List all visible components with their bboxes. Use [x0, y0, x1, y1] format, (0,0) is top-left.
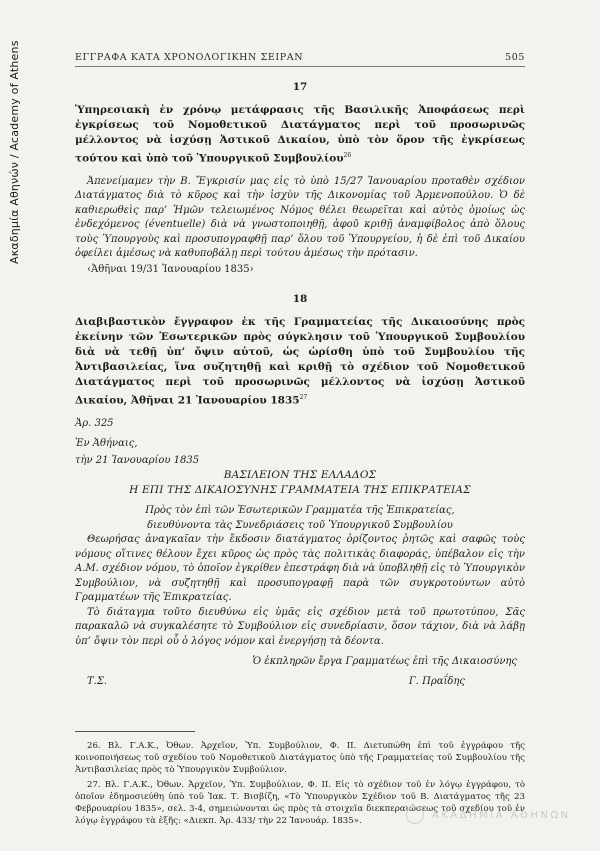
document-18-paragraph-1: Θεωρήσας ἀναγκαῖαν τὴν ἔκδοσιν διατάγματος ὁρίζοντος ῥητῶς καὶ σαφῶς τοὺς νόμους οἵτινες θέλουν ἔχει κῦρος ὡς πρὸς τὰς πολιτικὰς διαφοράς, ὑπέβαλον εἰς τὴν Α.Μ. σχέδιον νόμου, τὸ ὁποῖον ἐγκρίθεν ἐπεστράφη διὰ νὰ ὑποβληθῇ εἰς τὸ Ὑπουργικὸν Συμβούλιον, νὰ συζητηθῇ καὶ προσυπογραφῇ παρὰ τῶν συγκροτούντων αὐτὸ Γραμματέων τῆς Ἐπικρατείας.	[75, 534, 525, 603]
document-number-17: 17	[292, 81, 308, 93]
reference-number: Ἀρ. 325	[75, 417, 114, 429]
watermark-text: ΑΚΑΔΗΜΙΑ ΑΘΗΝΩΝ	[432, 809, 571, 821]
document-17-title-text: Ὑπηρεσιακὴ ἐν χρόνῳ μετάφρασις τῆς Βασιλικῆς Ἀποφάσεως περὶ ἐγκρίσεως τοῦ Νομοθετικοῦ Διατάγματος περὶ τοῦ προσωρινῶς μέλλοντος νὰ ἰσχύσῃ Ἀστικοῦ Δικαίου, ὑπὸ τὸν ὅρον τῆς ἐγκρίσεως τούτου καὶ ὑπὸ τοῦ Ὑπουργικοῦ Συμβουλίου	[75, 104, 525, 165]
addressee	[75, 504, 525, 533]
footnote-divider	[75, 731, 195, 732]
footnote-27: 27. Βλ. Γ.Α.Κ., Ὀθων. Ἀρχεῖον, Ὑπ. Συμβούλιον, Φ. ΙΙ. Εἰς τὸ σχέδιον τοῦ ἐν λόγῳ ἐγγράφου, τὸ ὁποῖον ἐδημοσιεύθη ὑπὸ τοῦ Ἰακ. Τ. Βισβίζη, «Τὸ Ὑπουργικὸν Σχέδιον τοῦ Β. Διατάγματος τῆς 23 Φεβρουαρίου 1835», σελ. 3-4, σημειώνονται ὡς πρὸς τὰ στοιχεῖα διεκπεραιώσεως τοῦ σχεδίου τοῦ ἐν λόγῳ ἐγγράφου τὰ ἑξῆς: «Διεκπ. Ἀρ. 433/ τὴν 22 Ἰανουάρ. 1835».	[75, 779, 525, 826]
document-17-title	[75, 103, 525, 167]
archive-side-label: Ακαδημία Αθηνών / Academy of Athens	[8, 40, 21, 264]
document-18-title	[75, 315, 525, 409]
place-line: Ἐν Ἀθήναις,	[75, 438, 138, 449]
addressee-line-2: διευθύνοντα τὰς Συνεδριάσεις τοῦ Ὑπουργικοῦ Συμβουλίου	[147, 519, 453, 531]
document-17-dateline: ‹Ἀθῆναι 19/31 Ἰανουαρίου 1835›	[87, 263, 254, 275]
footnote-ref-26[interactable]: 26	[343, 152, 352, 159]
document-18-paragraph-2: Τὸ διάταγμα τοῦτο διευθύνω εἰς ὑμᾶς εἰς σχέδιον μετὰ τοῦ πρωτοτύπου, Σᾶς παρακαλῶ νὰ συγκαλέσητε τὸ Συμβούλιον εἰς συνεδρίασιν, ὅσον τάχιον, διὰ νὰ λάβῃ ὑπ’ ὄψιν τὸν περὶ οὗ ὁ λόγος νόμον καὶ ἐνεργήσῃ τὰ δέοντα.	[75, 606, 525, 647]
document-18-title-text: Διαβιβαστικὸν ἔγγραφον ἐκ τῆς Γραμματείας τῆς Δικαιοσύνης πρὸς ἐκείνην τῶν Ἐσωτερικῶν πρὸς σύγκλησιν τοῦ Ὑπουργικοῦ Συμβουλίου διὰ νὰ τεθῇ ὑπ’ ὄψιν αὐτοῦ, ὡς ὡρίσθη ὑπὸ τοῦ Συμβουλίου τῆς Ἀντιβασιλείας, ἵνα συζητηθῇ καὶ κριθῇ τὸ σχέδιον τοῦ Νομοθετικοῦ Διατάγματος περὶ τοῦ προσωρινῶς μέλλοντος νὰ ἰσχύσῃ Ἀστικοῦ Δικαίου, Ἀθῆναι 21 Ἰανουαρίου 1835	[75, 316, 525, 407]
running-head	[75, 52, 525, 67]
footnote-ref-27[interactable]: 27	[299, 394, 308, 401]
signatory-title: Ὁ ἐκπληρῶν ἔργα Γραμματέως ἐπὶ τῆς Δικαιοσύνης	[252, 656, 517, 667]
addressee-line-1: Πρὸς τὸν ἐπὶ τῶν Ἐσωτερικῶν Γραμματέα τῆς Ἐπικρατείας,	[145, 505, 455, 516]
page	[75, 52, 525, 830]
signature-left: Τ.Σ.	[87, 675, 108, 687]
footnote-26: 26. Βλ. Γ.Α.Κ., Ὀθων. Ἀρχεῖον, Ὑπ. Συμβούλιον, Φ. ΙΙ. Διετυπώθη ἐπὶ τοῦ ἐγγράφου τῆς κοινοποιήσεως τοῦ σχεδίου τοῦ Νομοθετικοῦ Διατάγματος ὑπὸ τῆς Γραμματείας τοῦ Συμβουλίου τῆς Ἀντιβασιλείας πρὸς τὸ Ὑπουργικὸν Συμβούλιον.	[75, 740, 525, 775]
document-17-body: Ἀπενείμαμεν τὴν Β. Ἔγκρισίν μας εἰς τὸ ὑπὸ 15/27 Ἰανουαρίου προταθὲν σχέδιον Διατάγματος διὰ τὸ κῦρος καὶ τὴν ἰσχὺν τῆς Δικονομίας τοῦ Ἀρμενοπούλου. Ὁ δὲ καθιερωθεὶς παρ’ Ἡμῶν τελειωμένος Νόμος θέλει θεωρεῖται καὶ αὐτὸς ὁμοίως ὡς ἐνδεχόμενος (éventuelle) διὰ νὰ γνωστοποιηθῇ, ἀφοῦ κριθῇ ἀναμφίβολος ἀπὸ ὅλους τοὺς Ὑπουργοὺς καὶ προσυπογραφθῇ παρ’ ὅλου τοῦ Ὑπουργείου, ἡ δὲ ἐπὶ τοῦ Δικαίου ὀφείλει ἀμέσως νὰ καθυποβάλῃ περὶ τούτου ἀμέσως τὴν πρότασιν.	[75, 175, 525, 259]
document-number-18: 18	[292, 293, 308, 305]
signature-row	[87, 676, 465, 687]
academy-watermark	[406, 806, 571, 824]
running-head-title: ΕΓΓΡΑΦΑ ΚΑΤΑ ΧΡΟΝΟΛΟΓΙΚΗΝ ΣΕΙΡΑΝ	[75, 52, 304, 63]
date-line: τὴν 21 Ἰανουαρίου 1835	[75, 454, 200, 466]
ministry-header: Η ΕΠΙ ΤΗΣ ΔΙΚΑΙΟΣΥΝΗΣ ΓΡΑΜΜΑΤΕΙΑ ΤΗΣ ΕΠΙΚΡΑΤΕΙΑΣ	[129, 484, 471, 496]
page-number: 505	[505, 52, 525, 63]
signature-right: Γ. Πραΐδης	[408, 675, 465, 687]
academy-seal-icon	[406, 806, 424, 824]
kingdom-header: ΒΑΣΙΛΕΙΟΝ ΤΗΣ ΕΛΛΑΔΟΣ	[223, 469, 377, 481]
